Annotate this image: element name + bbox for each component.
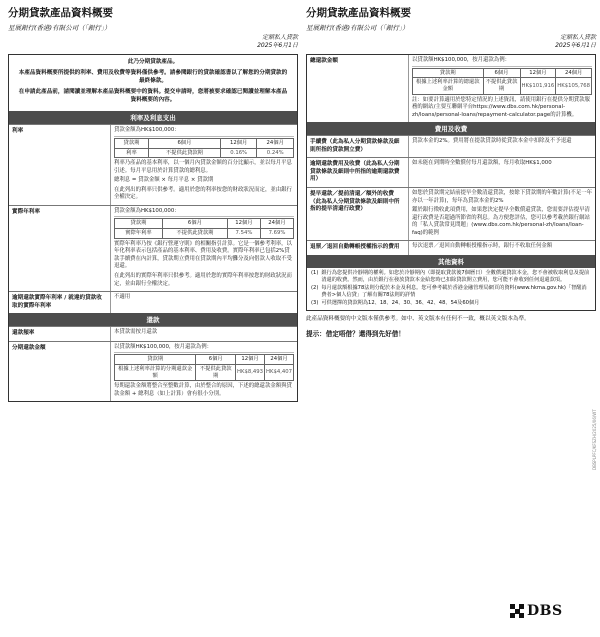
row-content: 本貸款需按月還款 — [114, 329, 158, 336]
row-label: 利率 — [9, 125, 111, 205]
issuer-name: 星展銀行(香港)有限公司（「銀行」） — [306, 24, 409, 32]
document-title: 分期貸款產品資料概要 — [306, 7, 411, 19]
row-late-fee — [307, 157, 595, 187]
table-caption: 以貸款額HK$100,000，按月還款為例： — [114, 344, 294, 354]
notice-line-2: 本產品資料概要所提供的利率、費用及收費等資料僅供參考。請參閱銀行的貸款確認書以了解您的分期貸款的最終條款。 — [18, 70, 288, 84]
row-label: 總還款金額 — [307, 55, 409, 122]
table-cell: HK$4,407 — [265, 364, 294, 380]
table-head-cell: 24個月 — [556, 68, 592, 78]
row-content — [111, 125, 297, 205]
row-label: 實際年利率 — [9, 206, 111, 291]
issuer-name: 星展銀行(香港)有限公司（「銀行」） — [8, 24, 111, 32]
document-title: 分期貸款產品資料概要 — [8, 7, 113, 19]
row-content — [111, 206, 297, 291]
effective-date: 2025年6月1日 — [257, 42, 298, 50]
kfs-table-left — [8, 54, 298, 402]
section-fees: 費用及收費 — [307, 122, 595, 135]
table-cell: 不提供此貸款期 — [196, 364, 236, 380]
row-label: 逾期還款實際年利率 / 就違約貸款收取的實際年利率 — [9, 292, 111, 313]
table-cell: 利率 — [115, 148, 149, 158]
row-label: 逾期還款費用及收費（此為私人分期貸款條款及細則中所指的逾期還款費用） — [307, 158, 409, 187]
paragraph: 每期還款金額將整合至整數計算，由於整合的原因，下述的總還款金額與貸款金額 + 總利息（如上計算）會有很小分別。 — [114, 383, 292, 397]
section-installment: 還款 — [9, 313, 297, 326]
paragraph: 鑑於銀行徵收此項費用，如果您決定提早全數償還貸款，您需要評估提早清還行政費是否超過所節省的利息。為方便您評估，您可以參考載於銀行網站的「私人貸款常見問題」(www.dbs.com.hk/personal-zh/loans/loan-faq)的範例 — [412, 207, 590, 236]
row-content — [111, 342, 297, 402]
document-meta — [8, 34, 298, 50]
table-head-cell: 貸款期 — [115, 355, 196, 365]
table-head-cell: 24個月 — [265, 355, 294, 365]
paragraph: 總利息 = 貸款金額 × 每月平息 × 貸款期 — [114, 177, 214, 184]
document-code: DBSPLPFC/KFSZH/2025/06/WT — [592, 409, 597, 470]
row-overdue-apr — [9, 291, 297, 313]
dbs-logo — [510, 603, 563, 619]
list-item — [311, 285, 591, 299]
table-caption: 貸款金額為HK$100,000： — [114, 208, 294, 218]
item-number: (2) — [311, 284, 319, 291]
item-number: (1) — [311, 269, 319, 276]
notice-line-1: 此乃分期貸款產品。 — [127, 59, 179, 66]
row-content: 不適用 — [114, 294, 131, 301]
table-head-cell: 24個月 — [257, 138, 294, 148]
row-content: 每次退票／退回自動轉帳授權指示時，銀行不收取任何金額 — [412, 243, 553, 250]
table-head-cell: 貸款期 — [115, 219, 163, 229]
item-text: 可供選擇的貸款期為12、18、24、30、36、42、48、54及60個月 — [321, 299, 480, 306]
paragraph: 利率乃產品的基本利率，以一個月內貸款金額的百分比顯示，並以每月平息引述。每月平息用於計算貸款的總利息。 — [114, 160, 292, 174]
paragraph: 在此列出的利率只供參考。適用於您的利率按您的財政狀況而定，並由銀行全權決定。 — [114, 186, 292, 201]
table-head-cell: 12個月 — [236, 355, 265, 365]
table-caption: 貸款金額為HK$100,000： — [114, 127, 294, 137]
table-head-cell: 12個月 — [520, 68, 556, 78]
table-cell: 7.54% — [227, 229, 260, 239]
row-total-repayment — [307, 55, 595, 122]
language-disclaimer: 此產品資料概要的中文版本僅供參考。如中、英文版本有任何不一致，概以英文版本為準。 — [306, 316, 530, 322]
table-head-cell: 6個月 — [148, 138, 220, 148]
table-cell: 7.69% — [260, 229, 293, 239]
table-head-cell: 12個月 — [220, 138, 257, 148]
total-table — [412, 68, 592, 95]
table-cell: 0.24% — [257, 148, 294, 158]
paragraph: 在此列出的實際年利率只供參考。適用於您的實際年利率按您的財政狀況而定，並由銀行全權決定。 — [114, 272, 292, 287]
table-head-cell: 6個月 — [162, 219, 227, 229]
dbs-logo-icon — [510, 604, 524, 618]
kfs-table-right — [306, 54, 596, 311]
table-cell: HK$101,916 — [520, 78, 556, 94]
list-item — [311, 270, 591, 284]
rate-table — [114, 138, 294, 158]
row-early-repayment — [307, 187, 595, 240]
section-interest: 利率及利息支出 — [9, 111, 297, 124]
notice-line-3: 在申請此產品前，請閱讀並理解本產品資料概要中的資料。提交申請時，您將被要求確認已閱讀並理解本產品資料概要的內容。 — [18, 88, 288, 103]
item-number: (3) — [311, 299, 319, 306]
paragraph: 如您於貸款期完結前提早全數清還貸款，按餘下貸款期的年數計算(不足一年亦以一年計算)，每年為貸款本金的2% — [412, 190, 592, 204]
row-content: 貸款本金的2%。費用將在提款貸款時從貸款本金中扣除及不予退還 — [412, 138, 572, 145]
left-column — [8, 0, 298, 402]
section-other: 其他資料 — [307, 255, 595, 268]
row-interest-rate — [9, 124, 297, 205]
table-cell: 不提供此貸款期 — [148, 148, 220, 158]
row-installment-amount — [9, 341, 297, 402]
other-info-list — [307, 268, 595, 310]
row-label: 分期還款金額 — [9, 342, 111, 402]
table-cell: HK$105,768 — [556, 78, 592, 94]
logo-text: DBS — [527, 603, 563, 619]
row-apr — [9, 205, 297, 291]
important-notice — [9, 55, 297, 111]
row-content: 如未能在到期時全數償付每月還款額，每月收取HK$1,000 — [412, 160, 552, 167]
table-head-cell: 24個月 — [260, 219, 293, 229]
table-cell: HK$8,493 — [236, 364, 265, 380]
product-name: 定額私人貸款 — [559, 34, 596, 41]
effective-date: 2025年6月1日 — [555, 42, 596, 50]
paragraph: 實際年利率乃按《銀行營運守則》的相關指引計算。它是一個參考利率，以年化利率表示包括產品的基本利率、費用及收費。實際年利率已包括2%貸款手續費在內計算，貸款期立費用在貸款期內平均攤分及向借款人收取不受退還。 — [114, 240, 292, 270]
table-cell: 根據上述利率計算的分期還款金額 — [115, 364, 196, 380]
product-name: 定額私人貸款 — [261, 34, 298, 41]
table-cell: 根據上述利率計算的總還款金額 — [413, 78, 484, 94]
table-cell: 不提供此貸款期 — [162, 229, 227, 239]
right-column — [306, 0, 596, 338]
table-head-cell: 12個月 — [227, 219, 260, 229]
row-label: 還款頻率 — [9, 327, 111, 341]
table-cell: 實際年利率 — [115, 229, 163, 239]
table-head-cell: 6個月 — [196, 355, 236, 365]
row-handling-fee — [307, 135, 595, 157]
table-head-cell: 貸款期 — [115, 138, 149, 148]
table-cell: 不提供此貸款期 — [483, 78, 520, 94]
document-meta — [306, 34, 596, 50]
table-cell: 0.16% — [220, 148, 257, 158]
row-content — [409, 55, 595, 122]
table-head-cell: 貸款期 — [413, 68, 484, 78]
row-frequency — [9, 326, 297, 341]
row-label: 手續費（此為私人分期貸款條款及細則所指的貸款開立費） — [307, 136, 409, 157]
row-content — [409, 188, 595, 240]
paragraph: 註：如要計算適用於您特定情況的上述資訊，請使用銀行在提供分期貸款服務的網站/主要互聯網平台https://www.dbs.com.hk/personal-zh/loans/personal-loans/repayment-calculator.page的計算機。 — [412, 96, 590, 118]
table-head-cell: 6個月 — [483, 68, 520, 78]
apr-table — [114, 218, 294, 238]
reminder-tip: 提示：借定唔借？還得到先好借！ — [306, 329, 405, 338]
item-text: 每月還款額根據78法則分配於本金及利息。您可參考載於香港金融管理局網頁的資料(www.hkma.gov.hk)「智醒消費者>個人信貸」了解有關78法則的詳情 — [321, 284, 587, 298]
table-caption: 以貸款額HK$100,000，按月還款為例： — [412, 57, 592, 67]
row-bounce-fee — [307, 240, 595, 255]
row-label: 提早還款／提前清還／額外的收費（此為私人分期貸款條款及細則中所指的提早清還行政費） — [307, 188, 409, 240]
list-item — [311, 300, 591, 307]
item-text: 銀行為您提供冷靜期的權利。如您於冷靜期內（即提取貸款後7個曆日）全數償還貸款本金，您不會被收取利息及提前清還的收費。然而，由於銀行在發放貸款本金給您時已扣除貸款開立費用，您可能不會收到任何退還款項。 — [321, 269, 590, 283]
installment-table — [114, 354, 294, 381]
row-label: 退票／退回自動轉帳授權指示的費用 — [307, 241, 409, 255]
